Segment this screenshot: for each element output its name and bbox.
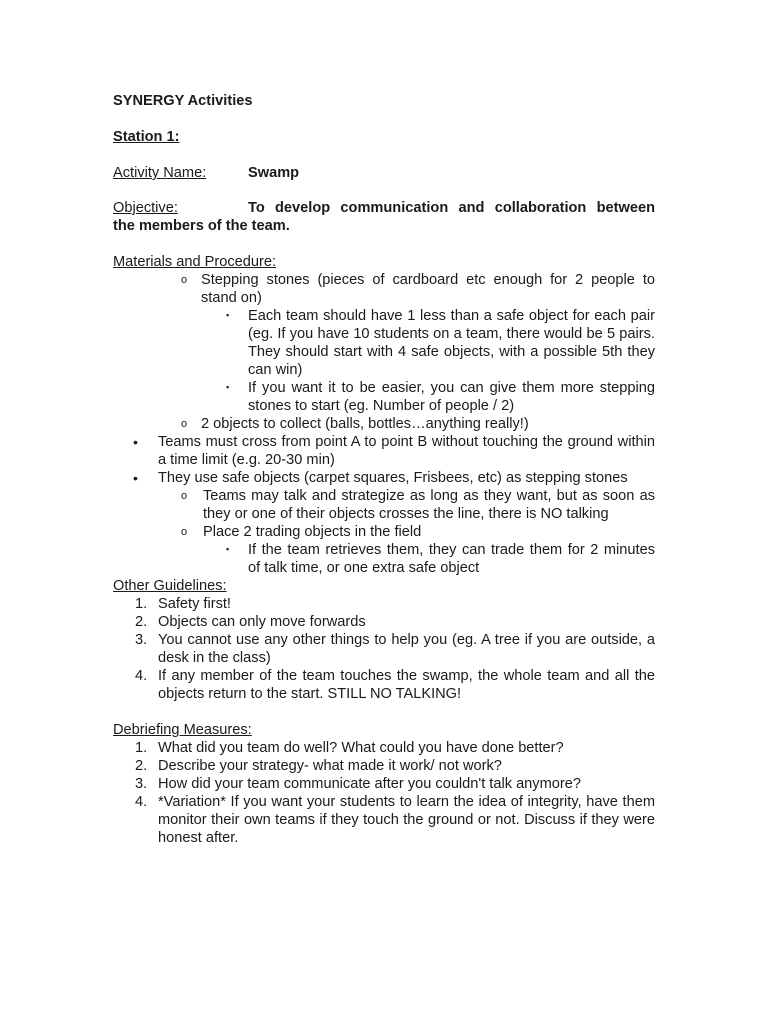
list-item-text: Each team should have 1 less than a safe object for each pair (eg. If you have 10 students on a team, there would be 5 pairs. They should start with 4 safe objects, with a possible 5th they can win) (248, 308, 655, 378)
list-item (113, 415, 655, 433)
circle-bullet-icon: o (181, 274, 188, 286)
list-number: 2. (135, 614, 148, 630)
list-item-text: Stepping stones (pieces of cardboard etc enough for 2 people to stand on) (201, 272, 655, 306)
list-item (113, 775, 655, 793)
list-item (113, 793, 655, 847)
circle-bullet-icon: o (181, 526, 188, 538)
objective-label: Objective: (113, 200, 178, 216)
list-item (113, 271, 655, 307)
list-item (113, 613, 655, 631)
list-item-text: Teams must cross from point A to point B without touching the ground within a time limit (e.g. 20-30 min) (158, 434, 655, 468)
list-item-text: If any member of the team touches the swamp, the whole team and all the objects return to the start. STILL NO TALKING! (158, 668, 655, 702)
square-bullet-icon: ▪ (226, 544, 230, 554)
list-item-text: If you want it to be easier, you can give them more stepping stones to start (eg. Number of people / 2) (248, 380, 655, 414)
list-item-text: What did you team do well? What could you have done better? (158, 740, 564, 756)
list-number: 1. (135, 740, 148, 756)
list-item-text: Place 2 trading objects in the field (203, 524, 422, 540)
list-item (113, 667, 655, 703)
objective-row (113, 199, 655, 217)
list-item-text: If the team retrieves them, they can trade them for 2 minutes of talk time, or one extra safe object (248, 542, 655, 576)
guidelines-heading: Other Guidelines: (113, 578, 227, 594)
list-item-text: 2 objects to collect (balls, bottles…anything really!) (201, 416, 529, 432)
list-item (113, 757, 655, 775)
list-item-text: Describe your strategy- what made it work/ not work? (158, 758, 502, 774)
activity-name: Swamp (248, 165, 300, 181)
activity-row (113, 164, 655, 182)
list-number: 4. (135, 794, 148, 810)
list-item (113, 739, 655, 757)
list-item-text: Safety first! (158, 596, 231, 612)
list-item-text: How did your team communicate after you couldn't talk anymore? (158, 776, 581, 792)
list-item-text: *Variation* If you want your students to learn the idea of integrity, have them monitor their own teams if they touch the ground or not. Discuss if they were honest after. (158, 794, 655, 846)
list-item-text: You cannot use any other things to help you (eg. A tree if you are outside, a desk in the class) (158, 632, 655, 666)
square-bullet-icon: ▪ (226, 310, 230, 320)
round-bullet-icon: • (133, 470, 138, 486)
square-bullet-icon: ▪ (226, 382, 230, 392)
debrief-heading: Debriefing Measures: (113, 722, 252, 738)
list-item (113, 541, 655, 577)
list-item (113, 487, 655, 523)
circle-bullet-icon: o (181, 490, 188, 502)
document-title: SYNERGY Activities (113, 93, 253, 109)
activity-label: Activity Name: (113, 165, 207, 181)
materials-heading: Materials and Procedure: (113, 254, 277, 270)
list-number: 2. (135, 758, 148, 774)
list-item (113, 631, 655, 667)
list-number: 3. (135, 776, 148, 792)
list-item-text: They use safe objects (carpet squares, Frisbees, etc) as stepping stones (158, 470, 628, 486)
list-item-text: Teams may talk and strategize as long as they want, but as soon as they or one of their objects crosses the line, there is NO talking (203, 488, 655, 522)
round-bullet-icon: • (133, 434, 138, 450)
list-item (113, 307, 655, 379)
list-number: 4. (135, 668, 148, 684)
list-item (113, 433, 655, 469)
list-item-text: Objects can only move forwards (158, 614, 366, 630)
list-item (113, 379, 655, 415)
list-item (113, 595, 655, 613)
objective-text-line1: To develop communication and collaboration between (248, 200, 655, 216)
list-number: 3. (135, 632, 148, 648)
document-body (113, 92, 655, 847)
list-item (113, 469, 655, 487)
circle-bullet-icon: o (181, 418, 188, 430)
list-number: 1. (135, 596, 148, 612)
station-heading: Station 1: (113, 129, 180, 145)
objective-text-line2: the members of the team. (113, 218, 290, 234)
list-item (113, 523, 655, 541)
